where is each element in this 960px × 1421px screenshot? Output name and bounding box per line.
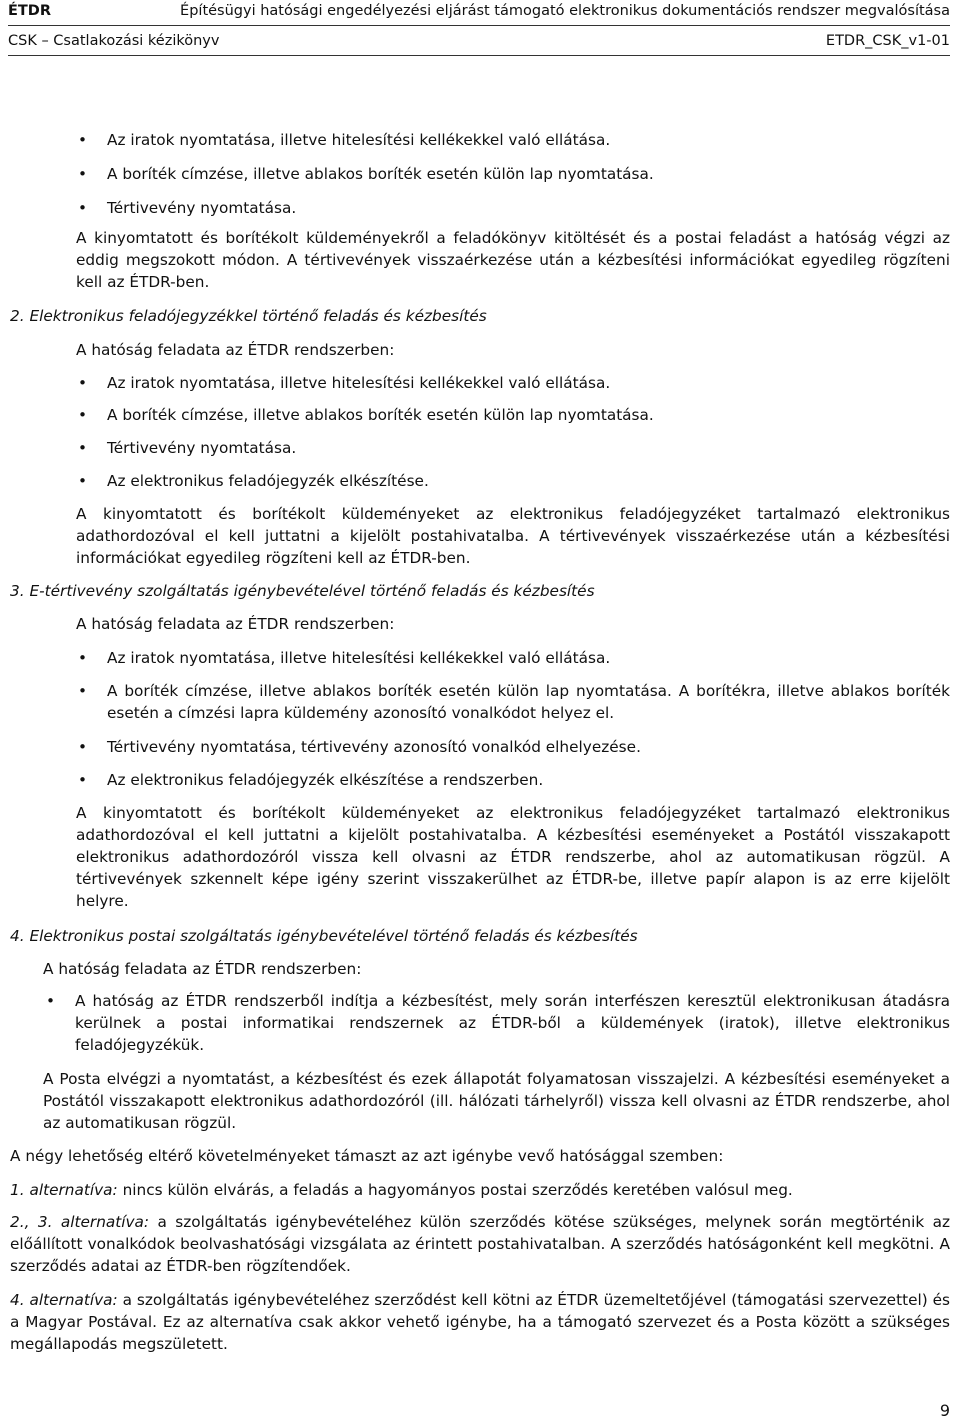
section-heading: 2. Elektronikus feladójegyzékkel történő feladás és kézbesítés [10,307,487,325]
doc-full-title: Építésügyi hatósági engedélyezési eljárást támogató elektronikus dokumentációs rendszer megvalósítása [180,3,950,19]
list-item: • Tértivevény nyomtatása, tértivevény azonosító vonalkód elhelyezése. [78,738,641,756]
paragraph: A kinyomtatott és borítékolt küldeményeket az elektronikus feladójegyzéket tartalmazó elektronikus adathordozóval el kell juttatni a kijelölt postahivatalba. A tértivevények visszaérkezése után a kézbesítési információkat egyedileg rögzíteni kell az ÉTDR-ben. [76,505,950,567]
alternative-4: 4. alternatíva: a szolgáltatás igénybevételéhez szerződést kell kötni az ÉTDR üzemeltetőjével (támogatási szervezettel) és a Magyar Postával. Ez az alternatíva csak akkor vehető igénybe, ha a támogató szervezet és a Posta között a szükséges megállapodás megszületett. [10,1291,950,1353]
alternative-label: 4. alternatíva: [10,1291,118,1309]
bullet-icon: • [78,199,88,217]
list-item: • A boríték címzése, illetve ablakos boríték esetén külön lap nyomtatása. A borítékra, illetve ablakos boríték esetén a címzési lapra küldemény azonosító vonalkódot helyez el. [78,682,950,722]
paragraph: A Posta elvégzi a nyomtatást, a kézbesítést és ezek állapotát folyamatosan visszajelzi. A kézbesítési eseményeket a Postától visszakapott elektronikus adathordozóról (ill. hálózati tárhelyről) vissza kell olvasni az ÉTDR rendszerbe, ahol az automatikusan rögzül. [43,1070,950,1132]
list-item: • Tértivevény nyomtatása. [78,199,297,217]
list-item: • Tértivevény nyomtatása. [78,439,297,457]
summary-intro: A négy lehetőség eltérő követelményeket támaszt az azt igénybe vevő hatósággal szemben: [10,1147,724,1165]
list-item: • Az elektronikus feladójegyzék elkészítése. [78,472,429,490]
header-divider-top [8,25,950,26]
paragraph: A kinyomtatott és borítékolt küldeményekről a feladókönyv kitöltését és a postai feladást a hatóság végzi az eddig megszokott módon. A tértivevények visszaérkezése után a kézbesítési információkat egyedileg rögzíteni kell az ÉTDR-ben. [76,229,950,291]
bullet-icon: • [78,165,88,183]
bullet-icon: • [78,472,88,490]
bullet-icon: • [78,738,88,756]
alternative-1: 1. alternatíva: nincs külön elvárás, a feladás a hagyományos postai szerződés keretében valósul meg. [10,1181,793,1199]
bullet-icon: • [78,406,88,424]
doc-subtitle: CSK – Csatlakozási kézikönyv [8,33,220,49]
section-heading: 3. E-tértivevény szolgáltatás igénybevételével történő feladás és kézbesítés [10,582,595,600]
bullet-icon: • [78,682,88,700]
list-item: • Az iratok nyomtatása, illetve hitelesítési kellékekkel való ellátása. [78,131,611,149]
list-item: • Az iratok nyomtatása, illetve hitelesítési kellékekkel való ellátása. [78,649,611,667]
alternative-label: 2., 3. alternatíva: [10,1213,150,1231]
section-heading: 4. Elektronikus postai szolgáltatás igénybevételével történő feladás és kézbesítés [10,927,638,945]
section-intro: A hatóság feladata az ÉTDR rendszerben: [43,960,362,978]
list-item: • A boríték címzése, illetve ablakos boríték esetén külön lap nyomtatása. [78,406,654,424]
bullet-icon: • [78,374,88,392]
list-item: • A hatóság az ÉTDR rendszerből indítja a kézbesítést, mely során interfészen keresztül elektronikusan átadásra kerülnek a postai informatikai rendszernek az ÉTDR-ből a küldemények (iratok), illetve elektronikus feladójegyzékük. [46,992,950,1054]
alternative-label: 1. alternatíva: [10,1181,118,1199]
list-item: • Az iratok nyomtatása, illetve hitelesítési kellékekkel való ellátása. [78,374,611,392]
section-intro: A hatóság feladata az ÉTDR rendszerben: [76,341,395,359]
header-divider-bottom [8,55,950,56]
list-item: • A boríték címzése, illetve ablakos boríték esetén külön lap nyomtatása. [78,165,654,183]
bullet-icon: • [78,131,88,149]
bullet-icon: • [78,771,88,789]
alternative-2-3: 2., 3. alternatíva: a szolgáltatás igénybevételéhez külön szerződés kötése szükséges, melynek során megtörténik az előállított vonalkódok beolvashatósági vizsgálata az érintett postahivatalban. A szerződés hatóságonként kell megkötni. A szerződés adatai az ÉTDR-ben rögzítendőek. [10,1213,950,1275]
section-intro: A hatóság feladata az ÉTDR rendszerben: [76,615,395,633]
page-number: 9 [939,1401,950,1420]
bullet-icon: • [78,439,88,457]
bullet-icon: • [46,992,56,1010]
doc-version: ETDR_CSK_v1-01 [825,33,950,49]
list-item: • Az elektronikus feladójegyzék elkészítése a rendszerben. [78,771,544,789]
doc-short-title: ÉTDR [8,3,51,19]
bullet-icon: • [78,649,88,667]
paragraph: A kinyomtatott és borítékolt küldeményeket az elektronikus feladójegyzéket tartalmazó elektronikus adathordozóval el kell juttatni a kijelölt postahivatalba. A kézbesítési eseményeket a Postától visszakapott elektronikus adathordozóról vissza kell olvasni az ÉTDR rendszerbe, ahol az automatikusan rögzül. A tértivevények szkennelt képe igény szerint visszakerülhet az ÉTDR-be, illetve papír alapon is az erre kijelölt helyre. [76,804,950,910]
